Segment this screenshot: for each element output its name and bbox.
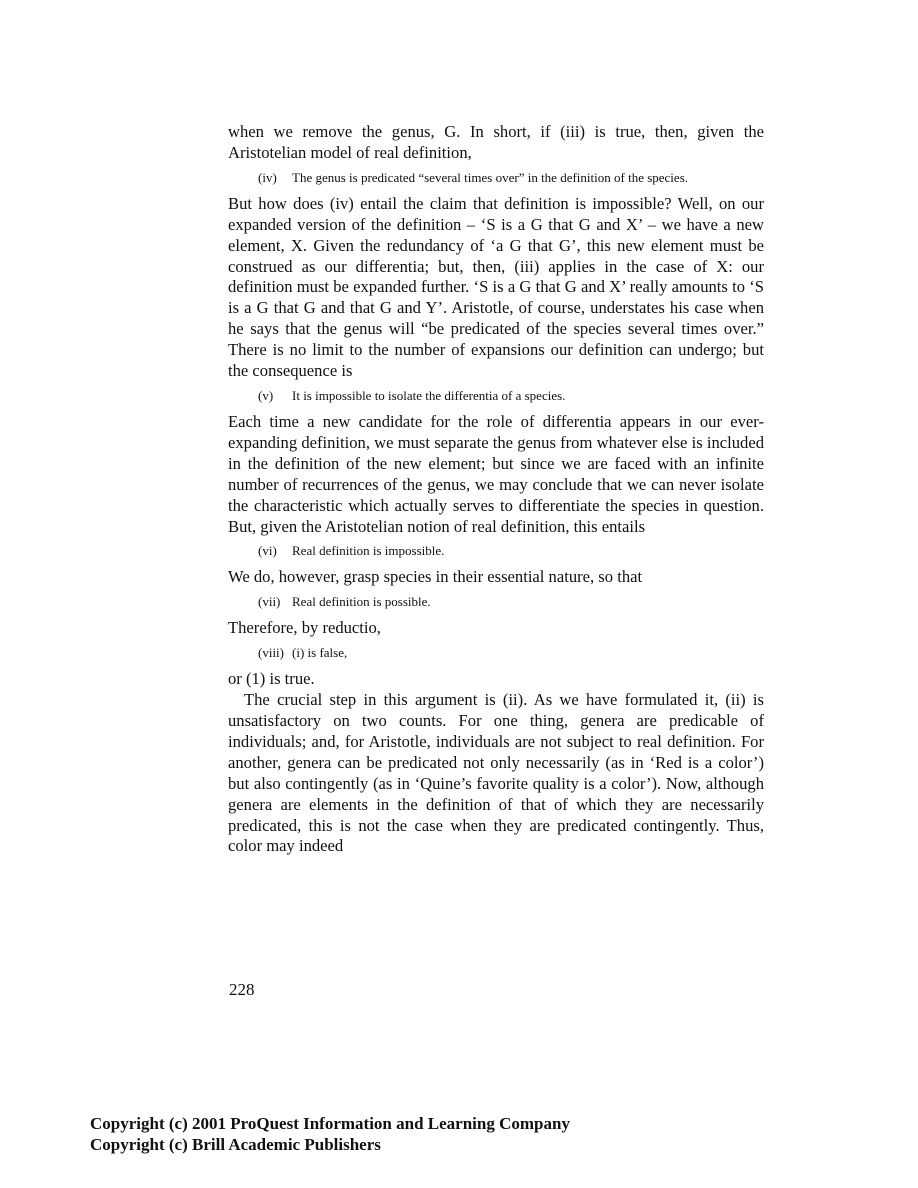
paragraph: We do, however, grasp species in their essential nature, so that xyxy=(228,567,643,587)
proposition-text: Real definition is possible. xyxy=(292,594,431,610)
page-number: 228 xyxy=(229,980,255,999)
copyright-line: Copyright (c) 2001 ProQuest Information and Learning Company xyxy=(90,1114,570,1133)
paragraph: or (1) is true. xyxy=(228,669,315,689)
body-text xyxy=(228,122,764,857)
proposition-number: (iv) xyxy=(258,169,277,185)
numbered-proposition xyxy=(258,542,764,559)
proposition-number: (vii) xyxy=(258,594,281,610)
copyright-notice xyxy=(90,1113,570,1155)
copyright-line: Copyright (c) Brill Academic Publishers xyxy=(90,1135,381,1154)
paragraph: Therefore, by reductio, xyxy=(228,618,381,638)
numbered-proposition xyxy=(258,169,764,186)
proposition-text: Real definition is impossible. xyxy=(292,543,445,559)
proposition-text: It is impossible to isolate the differentia of a species. xyxy=(292,387,566,403)
paragraph: Each time a new candidate for the role of differentia appears in our ever-expanding definition, we must separate the genus from whatever else is included in the definition of the new element; but since we are faced with an infinite number of recurrences of the genus, we may conclude that we can never isolate the characteristic which actually serves to differentiate the species in question. But, given the Aristotelian notion of real definition, this entails xyxy=(228,411,764,536)
proposition-number: (vi) xyxy=(258,543,277,559)
proposition-text: (i) is false, xyxy=(292,645,348,661)
paragraph: when we remove the genus, G. In short, if (iii) is true, then, given the Aristotelian model of real definition, xyxy=(228,122,764,162)
numbered-proposition xyxy=(258,387,764,404)
proposition-number: (v) xyxy=(258,387,274,403)
numbered-proposition xyxy=(258,593,764,610)
proposition-text: The genus is predicated “several times over” in the definition of the species. xyxy=(292,169,688,185)
numbered-proposition xyxy=(258,644,764,661)
paragraph: But how does (iv) entail the claim that definition is impossible? Well, on our expanded version of the definition – ‘S is a G that G and X’ – we have a new element, X. Given the redundancy of ‘a G that G’, this new element must be construed as our differentia; but, then, (iii) applies in the case of X: our definition must be expanded further. ‘S is a G that G and X’ really amounts to ‘S is a G that G and that G and Y’. Aristotle, of course, understates his case when he says that the genus will “be predicated of the species several times over.” There is no limit to the number of expansions our definition can undergo; but the consequence is xyxy=(228,193,764,381)
paragraph: The crucial step in this argument is (ii). As we have formulated it, (ii) is unsatisfactory on two counts. For one thing, genera are predicable of individuals; and, for Aristotle, individuals are not subject to real definition. For another, genera can be predicated not only necessarily (as in ‘Red is a color’) but also contingently (as in ‘Quine’s favorite quality is a color’). Now, although genera are elements in the definition of that of which they are necessarily predicated, this is not the case when they are predicated contingently. Thus, color may indeed xyxy=(228,690,764,856)
proposition-number: (viii) xyxy=(258,645,284,661)
